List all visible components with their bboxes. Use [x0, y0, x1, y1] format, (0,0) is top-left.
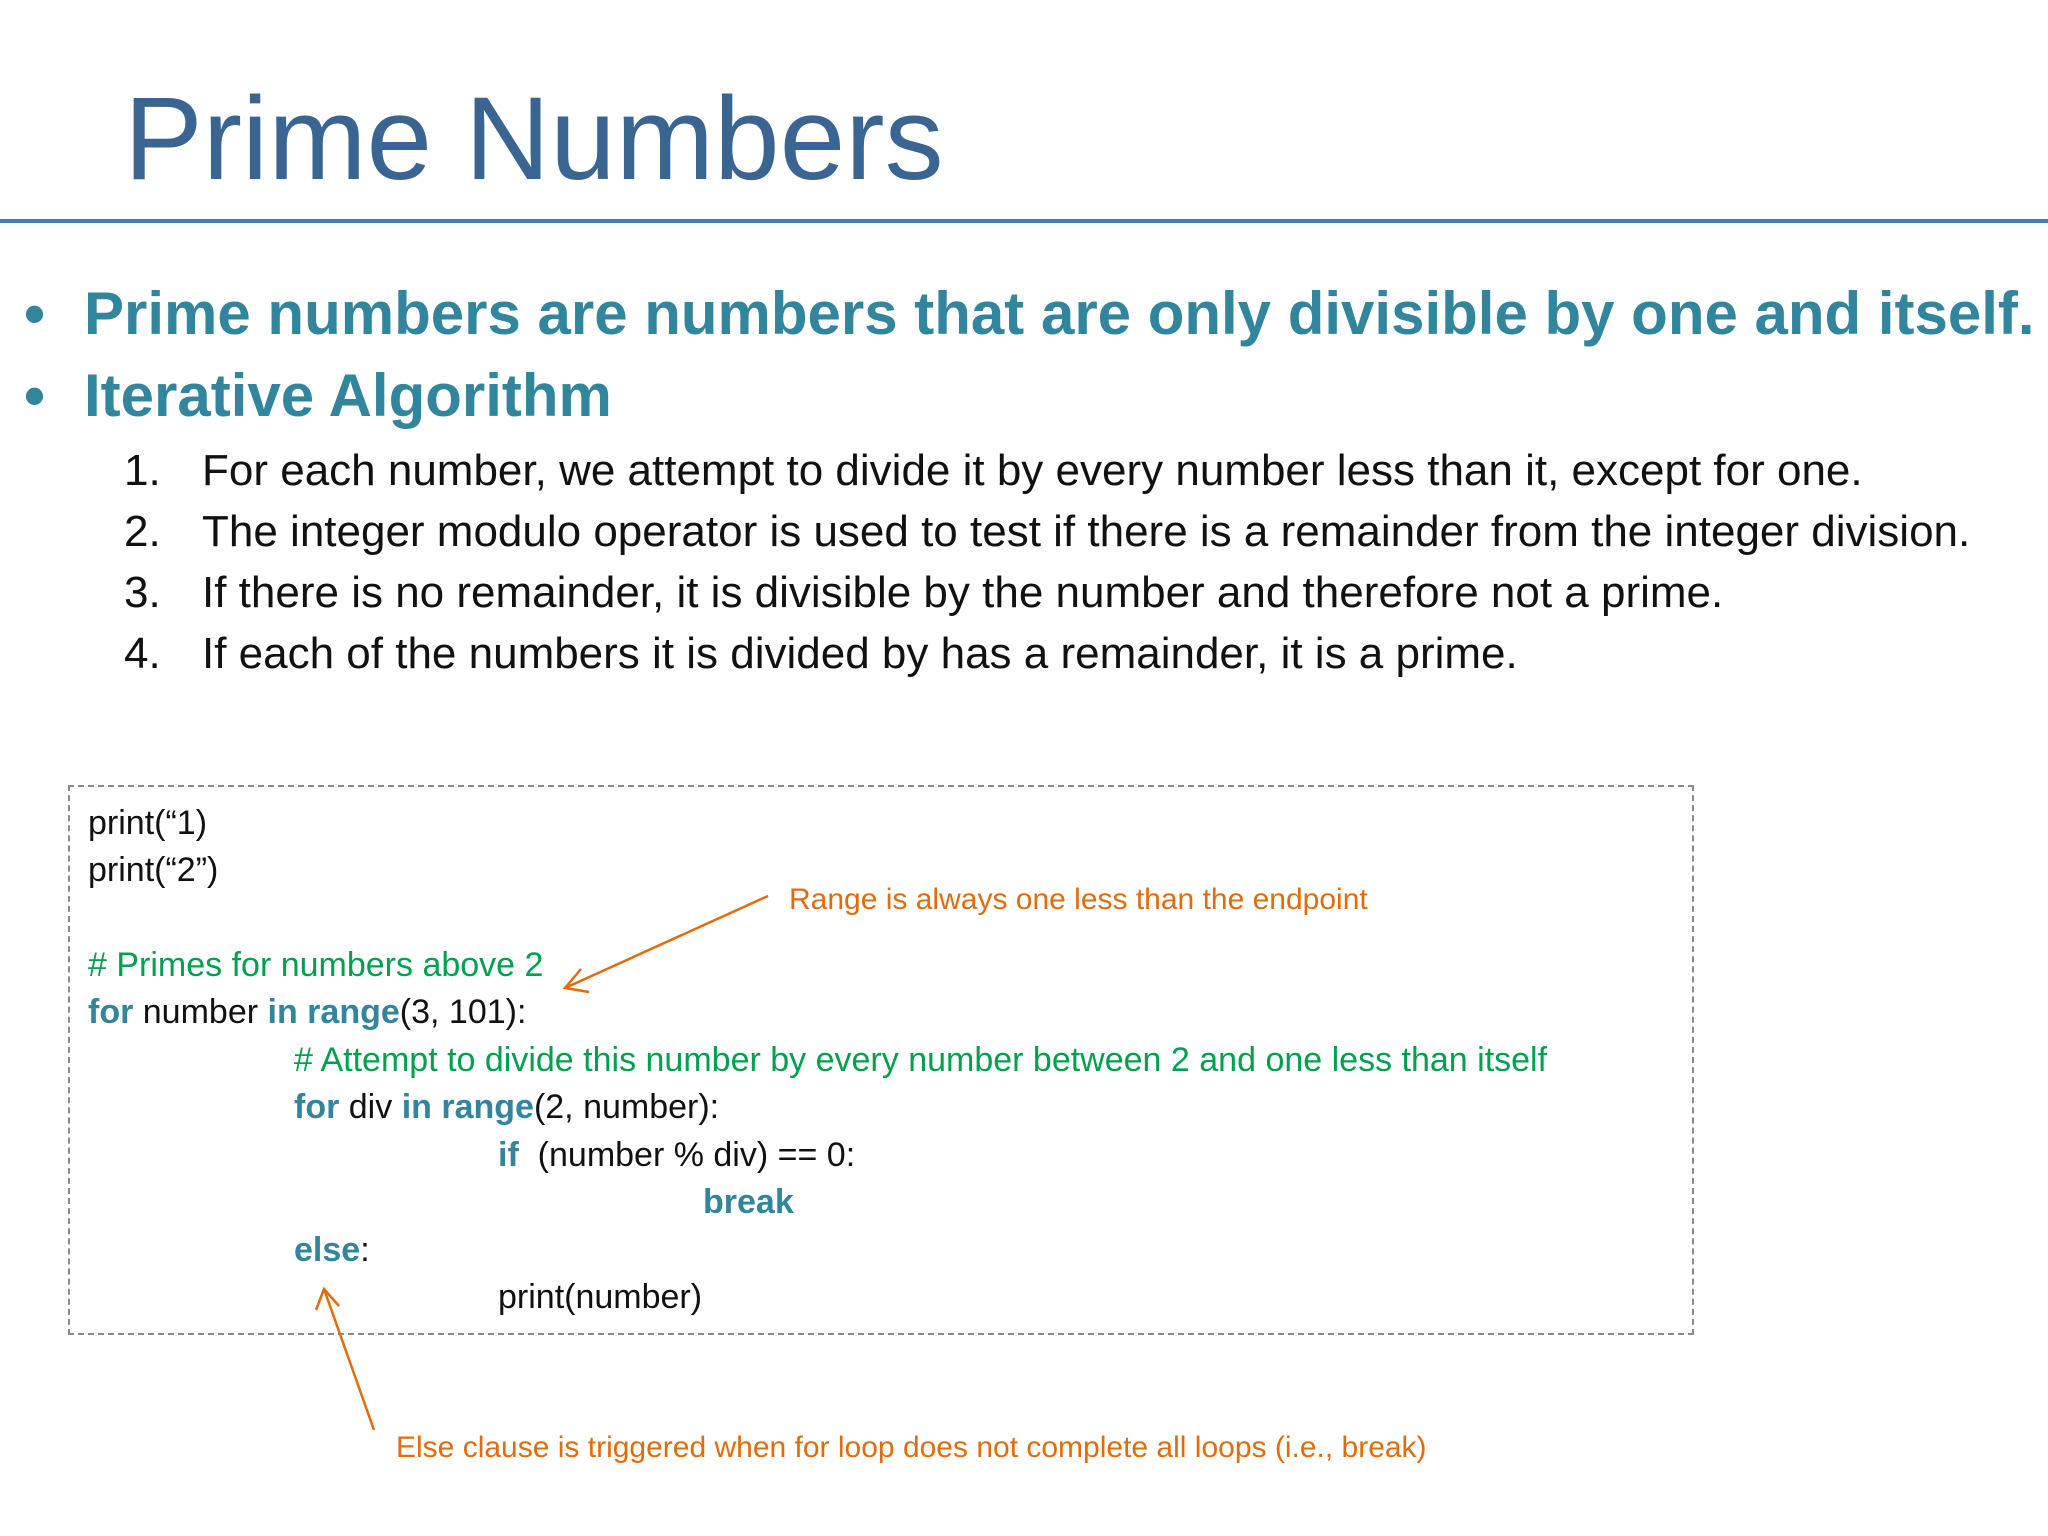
- code-colon: :: [360, 1231, 370, 1269]
- keyword-break: break: [703, 1183, 794, 1221]
- list-item: [124, 623, 2048, 684]
- keyword-range: range: [431, 1088, 534, 1126]
- bullet-algorithm: [24, 362, 612, 429]
- title-divider: [0, 219, 2048, 223]
- code-line-if: [498, 1138, 855, 1172]
- keyword-in: in: [267, 993, 298, 1031]
- code-args: (2, number):: [533, 1088, 720, 1126]
- keyword-for: for: [88, 993, 134, 1031]
- keyword-if: if: [498, 1136, 519, 1174]
- bullet-dot: •: [24, 362, 46, 429]
- code-line-print-number: print(number): [498, 1278, 703, 1316]
- code-condition: (number % div) == 0:: [518, 1136, 856, 1174]
- list-item: [124, 440, 2048, 501]
- annotation-range: Range is always one less than the endpoint: [789, 883, 1368, 916]
- step-text: For each number, we attempt to divide it by every number less than it, except for one.: [202, 446, 1863, 495]
- code-comment-attempt: # Attempt to divide this number by every number between 2 and one less than itself: [294, 1041, 1548, 1079]
- keyword-for: for: [294, 1088, 340, 1126]
- code-args: (3, 101):: [399, 993, 527, 1031]
- step-number: 3.: [124, 568, 161, 617]
- code-var: div: [339, 1088, 402, 1126]
- bullet-algorithm-text: Iterative Algorithm: [84, 362, 612, 429]
- keyword-else: else: [294, 1231, 361, 1269]
- code-var: number: [133, 993, 268, 1031]
- step-text: The integer modulo operator is used to test if there is a remainder from the integer division.: [202, 507, 1971, 556]
- step-number: 4.: [124, 629, 161, 678]
- keyword-range: range: [297, 993, 400, 1031]
- keyword-in: in: [401, 1088, 432, 1126]
- code-line-print-2: print(“2”): [88, 851, 219, 889]
- annotation-else: Else clause is triggered when for loop does not complete all loops (i.e., break): [396, 1431, 1427, 1464]
- list-item: [124, 501, 2048, 562]
- slide-title: Prime Numbers: [124, 73, 944, 205]
- step-number: 2.: [124, 507, 161, 556]
- code-line-for-number: [88, 995, 526, 1029]
- code-comment-primes: # Primes for numbers above 2: [88, 946, 544, 984]
- bullet-dot: •: [24, 280, 46, 347]
- step-number: 1.: [124, 446, 161, 495]
- code-line-else: [294, 1233, 370, 1267]
- bullet-definition: [24, 280, 2035, 347]
- bullet-definition-text: Prime numbers are numbers that are only divisible by one and itself.: [84, 280, 2035, 347]
- code-line-for-div: [294, 1090, 719, 1124]
- algorithm-steps: [124, 440, 2048, 684]
- step-text: If there is no remainder, it is divisible by the number and therefore not a prime.: [202, 568, 1724, 617]
- step-text: If each of the numbers it is divided by has a remainder, it is a prime.: [202, 629, 1518, 678]
- list-item: [124, 562, 2048, 623]
- code-line-print-1: print(“1): [88, 804, 208, 842]
